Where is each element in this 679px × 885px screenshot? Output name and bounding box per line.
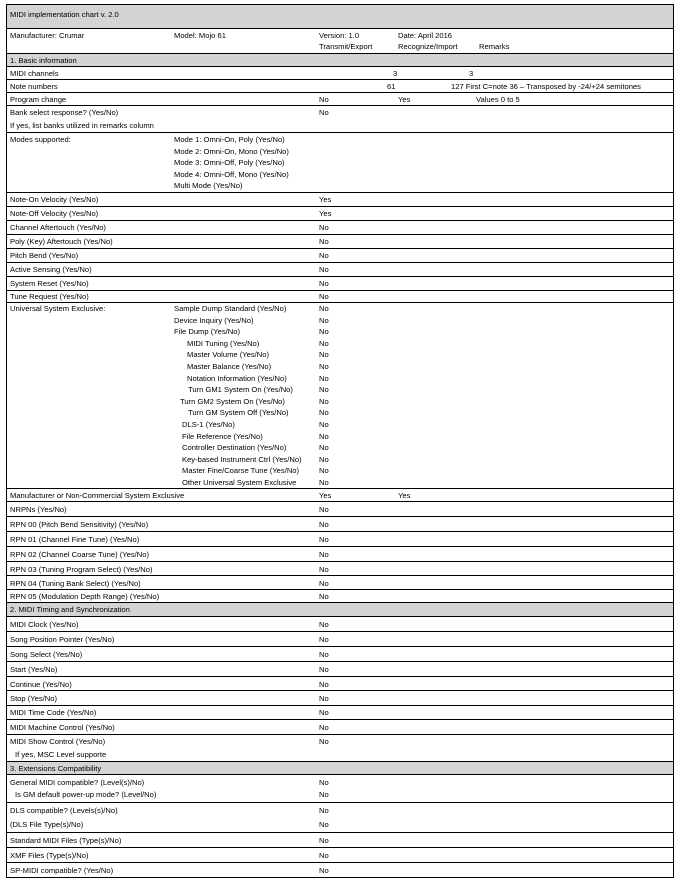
transmit-value: No	[319, 396, 329, 406]
turn-gm-system-off: Turn GM System Off (Yes/No)	[188, 408, 289, 418]
transmit-value: Yes	[319, 491, 332, 500]
row-label: Bank select response? (Yes/No)	[10, 108, 119, 117]
row-poly-aftertouch	[7, 234, 673, 248]
bank-note: If yes, list banks utilized in remarks column	[10, 121, 154, 130]
transmit-value: No	[319, 304, 329, 313]
transmit-value: No	[319, 265, 329, 274]
controller-destination: Controller Destination (Yes/No)	[182, 443, 287, 453]
row-label: (DLS File Type(s)/No)	[10, 820, 84, 829]
column-header-row	[7, 41, 673, 53]
transmit-value: No	[319, 550, 329, 559]
master-volume: Master Volume (Yes/No)	[187, 350, 270, 360]
row-label: RPN 02 (Channel Coarse Tune) (Yes/No)	[10, 550, 150, 559]
row-label: Channel Aftertouch (Yes/No)	[10, 223, 106, 232]
section-extensions	[7, 761, 673, 774]
transmit-value: No	[319, 650, 329, 659]
transmit-value: No	[319, 806, 329, 815]
row-rpn05	[7, 589, 673, 602]
row-rpn03	[7, 561, 673, 575]
row-label: Stop (Yes/No)	[10, 694, 57, 703]
mode-4: Mode 4: Omni-Off, Mono (Yes/No)	[174, 169, 289, 179]
remarks-value: 3	[469, 69, 474, 78]
transmit-value: No	[319, 680, 329, 689]
transmit-value: No	[319, 694, 329, 703]
row-system-reset	[7, 276, 673, 290]
row-start	[7, 661, 673, 676]
section-basic	[7, 53, 673, 66]
row-program-change	[7, 92, 673, 105]
row-tune-request	[7, 290, 673, 302]
row-label: MIDI Time Code (Yes/No)	[10, 708, 97, 717]
row-song-select	[7, 646, 673, 661]
transmit-value: No	[319, 108, 329, 117]
row-label: NRPNs (Yes/No)	[10, 505, 67, 514]
transmit-value: No	[319, 866, 329, 875]
row-rpn01	[7, 531, 673, 546]
row-bank-select	[7, 105, 673, 132]
transmit-value: No	[319, 315, 329, 325]
midi-implementation-chart	[6, 4, 674, 878]
file-dump: File Dump (Yes/No)	[174, 327, 240, 337]
row-label: System Reset (Yes/No)	[10, 279, 89, 288]
key-based-instrument-ctrl: Key-based Instrument Ctrl (Yes/No)	[182, 454, 302, 464]
device-inquiry: Device Inquiry (Yes/No)	[174, 315, 254, 325]
recognize-value: Yes	[398, 95, 411, 104]
file-reference: File Reference (Yes/No)	[182, 431, 263, 441]
row-label: Universal System Exclusive:	[10, 304, 106, 313]
other-universal-sysex: Other Universal System Exclusive	[182, 478, 297, 487]
row-note-on-velocity	[7, 192, 673, 206]
section-title: 1. Basic information	[10, 56, 77, 65]
transmit-value: No	[319, 431, 329, 441]
master-balance: Master Balance (Yes/No)	[187, 362, 272, 371]
row-label: RPN 04 (Tuning Bank Select) (Yes/No)	[10, 579, 141, 588]
transmit-value: No	[319, 373, 329, 383]
row-label: Poly (Key) Aftertouch (Yes/No)	[10, 237, 113, 246]
dls-1: DLS-1 (Yes/No)	[182, 420, 235, 429]
turn-gm1-system-on: Turn GM1 System On (Yes/No)	[188, 385, 293, 395]
transmit-value: No	[319, 338, 329, 348]
row-label: Active Sensing (Yes/No)	[10, 265, 92, 274]
section-title: 2. MIDI Timing and Synchronization	[10, 605, 130, 614]
transmit-value: No	[319, 851, 329, 860]
row-label: RPN 01 (Channel Fine Tune) (Yes/No)	[10, 535, 140, 544]
row-smf	[7, 832, 673, 847]
turn-gm2-system-on: Turn GM2 System On (Yes/No)	[180, 396, 285, 406]
transmit-value: No	[319, 520, 329, 529]
transmit-value: No	[319, 778, 329, 787]
recognize-value: 3	[393, 69, 398, 78]
row-label: RPN 03 (Tuning Program Select) (Yes/No)	[10, 565, 153, 574]
sample-dump-standard: Sample Dump Standard (Yes/No)	[174, 304, 287, 313]
transmit-value: No	[319, 478, 329, 487]
transmit-value: No	[319, 836, 329, 845]
row-midi-channels	[7, 66, 673, 79]
recognize-value: Yes	[398, 491, 411, 500]
row-rpn02	[7, 546, 673, 561]
row-label: MIDI Clock (Yes/No)	[10, 620, 79, 629]
row-midi-clock	[7, 616, 673, 631]
transmit-value: No	[319, 505, 329, 514]
row-label: Song Position Pointer (Yes/No)	[10, 635, 115, 644]
transmit-value: No	[319, 535, 329, 544]
column-recognize: Recognize/Import	[398, 42, 458, 51]
column-remarks: Remarks	[479, 42, 510, 51]
transmit-value: No	[319, 251, 329, 260]
chart-title: MIDI implementation chart v. 2.0	[10, 10, 119, 19]
row-label: General MIDI compatible? (Level(s)/No)	[10, 778, 145, 787]
transmit-value: No	[319, 665, 329, 674]
transmit-value: No	[319, 737, 329, 746]
midi-tuning: MIDI Tuning (Yes/No)	[187, 338, 260, 348]
mode-2: Mode 2: Omni-On, Mono (Yes/No)	[174, 146, 289, 156]
row-machine-control	[7, 719, 673, 734]
row-time-code	[7, 705, 673, 719]
model: Model: Mojo 61	[174, 31, 226, 40]
section-title: 3. Extensions Compatibility	[10, 764, 102, 773]
row-label: Continue (Yes/No)	[10, 680, 72, 689]
header-row	[7, 28, 673, 41]
transmit-value: No	[319, 350, 329, 360]
msc-note: If yes, MSC Level supporte	[15, 750, 107, 759]
transmit-value: No	[319, 790, 329, 799]
row-label: Tune Request (Yes/No)	[10, 292, 89, 301]
transmit-value: No	[319, 292, 329, 301]
transmit-value: No	[319, 385, 329, 395]
row-note-numbers	[7, 79, 673, 92]
row-dls-compatible	[7, 802, 673, 817]
version: Version: 1.0	[319, 31, 360, 40]
row-note-off-velocity	[7, 206, 673, 220]
transmit-value: No	[319, 95, 329, 104]
row-label: Note-Off Velocity (Yes/No)	[10, 209, 99, 218]
recognize-value: 61	[387, 82, 396, 91]
transmit-value: No	[319, 466, 329, 476]
column-transmit: Transmit/Export	[319, 42, 373, 51]
row-label: XMF Files (Type(s)/No)	[10, 851, 89, 860]
transmit-value: No	[319, 579, 329, 588]
multi-mode: Multi Mode (Yes/No)	[174, 181, 243, 191]
row-pitch-bend	[7, 248, 673, 262]
transmit-value: No	[319, 237, 329, 246]
transmit-value: No	[319, 279, 329, 288]
row-label: Note numbers	[10, 82, 58, 91]
transmit-value: No	[319, 223, 329, 232]
row-label: Note-On Velocity (Yes/No)	[10, 195, 99, 204]
row-stop	[7, 690, 673, 705]
row-label: Manufacturer or Non-Commercial System Exclusive	[10, 491, 185, 500]
transmit-value: Yes	[319, 195, 332, 204]
transmit-value: Yes	[319, 209, 332, 218]
row-label: MIDI Show Control (Yes/No)	[10, 737, 106, 746]
section-timing	[7, 602, 673, 616]
row-label: Song Select (Yes/No)	[10, 650, 83, 659]
row-dls-file	[7, 817, 673, 832]
row-xmf	[7, 847, 673, 862]
remarks-value: 127 First C=note 36 – Transposed by -24/+24 semitones	[451, 82, 641, 91]
remarks-value: Values 0 to 5	[476, 95, 520, 104]
row-rpn00	[7, 516, 673, 531]
row-label: Pitch Bend (Yes/No)	[10, 251, 79, 260]
mode-1: Mode 1: Omni-On, Poly (Yes/No)	[174, 135, 285, 144]
row-label: MIDI Machine Control (Yes/No)	[10, 723, 115, 732]
transmit-value: No	[319, 565, 329, 574]
row-label: Standard MIDI Files (Type(s)/No)	[10, 836, 122, 845]
row-sp-midi	[7, 862, 673, 877]
row-active-sensing	[7, 262, 673, 276]
transmit-value: No	[319, 362, 329, 371]
transmit-value: No	[319, 420, 329, 429]
transmit-value: No	[319, 327, 329, 337]
row-song-position	[7, 631, 673, 646]
row-label: DLS compatible? (Levels(s)/No)	[10, 806, 118, 815]
transmit-value: No	[319, 443, 329, 453]
row-universal-sysex	[7, 302, 673, 488]
row-label: SP-MIDI compatible? (Yes/No)	[10, 866, 114, 875]
row-continue	[7, 676, 673, 690]
row-gm-compatible	[7, 774, 673, 788]
master-fine-coarse-tune: Master Fine/Coarse Tune (Yes/No)	[182, 466, 300, 476]
date: Date: April 2016	[398, 31, 453, 40]
notation-information: Notation Information (Yes/No)	[187, 373, 287, 383]
transmit-value: No	[319, 620, 329, 629]
transmit-value: No	[319, 820, 329, 829]
transmit-value: No	[319, 723, 329, 732]
row-show-control	[7, 734, 673, 761]
row-label: Modes supported:	[10, 135, 71, 144]
manufacturer: Manufacturer: Crumar	[10, 31, 85, 40]
row-label: RPN 05 (Modulation Depth Range) (Yes/No)	[10, 592, 160, 601]
row-channel-aftertouch	[7, 220, 673, 234]
transmit-value: No	[319, 635, 329, 644]
mode-3: Mode 3: Omni-Off, Poly (Yes/No)	[174, 158, 285, 168]
row-gm-default	[7, 788, 673, 802]
transmit-value: No	[319, 708, 329, 717]
row-label: Start (Yes/No)	[10, 665, 58, 674]
row-manufacturer-sysex	[7, 488, 673, 501]
row-label: MIDI channels	[10, 69, 59, 78]
row-modes	[7, 132, 673, 192]
transmit-value: No	[319, 592, 329, 601]
chart-title-row	[7, 5, 673, 28]
transmit-value: No	[319, 408, 329, 418]
transmit-value: No	[319, 454, 329, 464]
row-label: RPN 00 (Pitch Bend Sensitivity) (Yes/No)	[10, 520, 149, 529]
row-nrpns	[7, 501, 673, 516]
row-label: Program change	[10, 95, 67, 104]
row-rpn04	[7, 575, 673, 589]
row-label: Is GM default power-up mode? (Level/No)	[15, 790, 157, 799]
